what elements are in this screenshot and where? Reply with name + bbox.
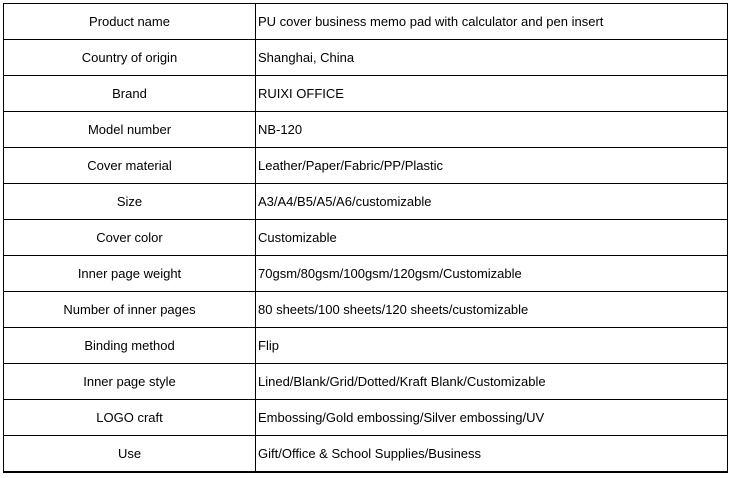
table-row — [4, 148, 728, 184]
table-row — [4, 4, 728, 40]
row-label: Inner page style — [4, 364, 256, 400]
table-row — [4, 256, 728, 292]
table-row — [4, 328, 728, 364]
row-value: Embossing/Gold embossing/Silver embossing/UV — [256, 400, 728, 436]
table-row — [4, 364, 728, 400]
row-value: 80 sheets/100 sheets/120 sheets/customizable — [256, 292, 728, 328]
spec-table-body — [4, 4, 728, 473]
product-spec-table — [3, 3, 728, 473]
row-label: Use — [4, 436, 256, 473]
row-label: Inner page weight — [4, 256, 256, 292]
row-value: Shanghai, China — [256, 40, 728, 76]
row-value: Flip — [256, 328, 728, 364]
table-row — [4, 292, 728, 328]
row-value: Lined/Blank/Grid/Dotted/Kraft Blank/Customizable — [256, 364, 728, 400]
table-row — [4, 220, 728, 256]
table-row — [4, 436, 728, 473]
row-value: PU cover business memo pad with calculator and pen insert — [256, 4, 728, 40]
table-row — [4, 76, 728, 112]
row-value: NB-120 — [256, 112, 728, 148]
row-value: Leather/Paper/Fabric/PP/Plastic — [256, 148, 728, 184]
row-value: A3/A4/B5/A5/A6/customizable — [256, 184, 728, 220]
row-label: Brand — [4, 76, 256, 112]
row-value: RUIXI OFFICE — [256, 76, 728, 112]
row-value: 70gsm/80gsm/100gsm/120gsm/Customizable — [256, 256, 728, 292]
table-row — [4, 184, 728, 220]
row-label: LOGO craft — [4, 400, 256, 436]
row-label: Binding method — [4, 328, 256, 364]
table-row — [4, 40, 728, 76]
row-label: Product name — [4, 4, 256, 40]
row-value: Gift/Office & School Supplies/Business — [256, 436, 728, 473]
row-label: Country of origin — [4, 40, 256, 76]
table-row — [4, 400, 728, 436]
table-row — [4, 112, 728, 148]
row-label: Cover color — [4, 220, 256, 256]
row-value: Customizable — [256, 220, 728, 256]
row-label: Size — [4, 184, 256, 220]
row-label: Model number — [4, 112, 256, 148]
row-label: Cover material — [4, 148, 256, 184]
row-label: Number of inner pages — [4, 292, 256, 328]
